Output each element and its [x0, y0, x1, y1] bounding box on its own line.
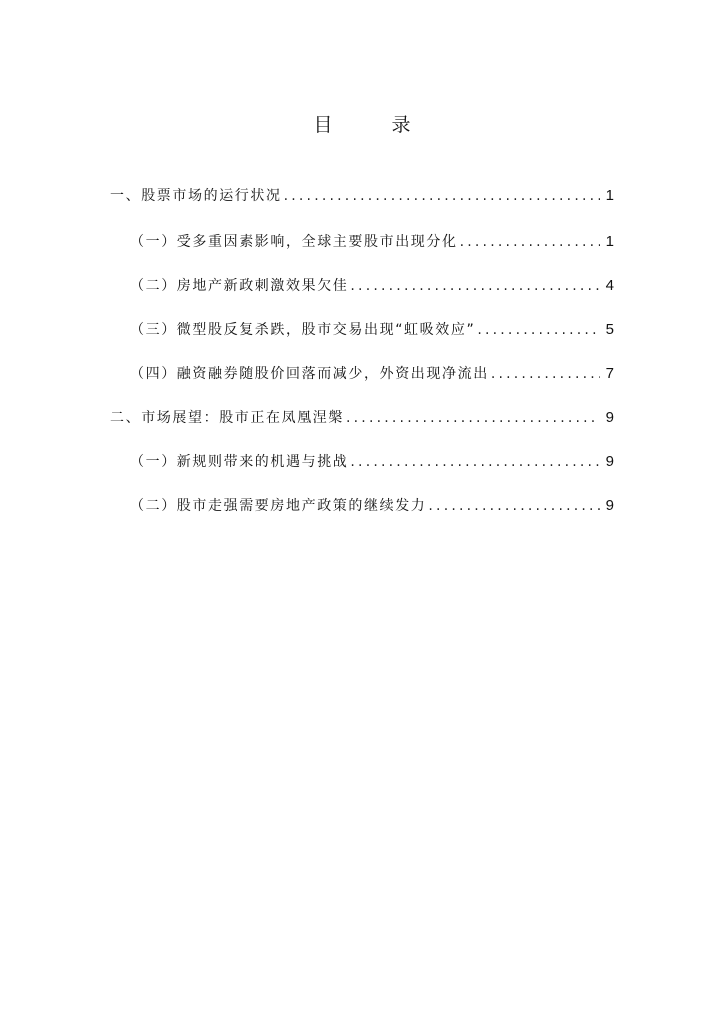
- dot-leader: [284, 185, 600, 207]
- toc-page-number: 1: [605, 233, 614, 250]
- toc-entry[interactable]: [130, 363, 614, 385]
- toc-entry[interactable]: [130, 451, 614, 473]
- page-title: 目 录: [313, 114, 431, 136]
- dot-leader: [346, 407, 600, 429]
- dot-leader: [491, 363, 600, 385]
- toc-entry-text: （四）融资融券随股价回落而减少，外资出现净流出: [130, 366, 489, 382]
- toc-entry[interactable]: [130, 495, 614, 517]
- dot-leader: [460, 231, 600, 253]
- toc-entry-text: （二）股市走强需要房地产政策的继续发力: [130, 498, 427, 514]
- toc-entry-text: （三）微型股反复杀跌，股市交易出现“虹吸效应”: [130, 322, 476, 338]
- dot-leader: [428, 495, 599, 517]
- toc-entry[interactable]: [130, 231, 614, 253]
- toc-page-number: 1: [605, 187, 614, 204]
- toc-page-number: 7: [605, 365, 614, 382]
- toc-entry[interactable]: [110, 185, 614, 207]
- toc-entry[interactable]: [130, 319, 614, 341]
- dot-leader: [350, 451, 599, 473]
- toc-page-number: 9: [605, 409, 614, 426]
- toc-page-number: 5: [605, 321, 614, 338]
- toc-page-number: 9: [605, 453, 614, 470]
- toc-entry-text: （二）房地产新政刺激效果欠佳: [130, 278, 349, 294]
- toc-entry-text: 一、股票市场的运行状况: [110, 188, 282, 204]
- dot-leader: [477, 319, 599, 341]
- dot-leader: [350, 275, 599, 297]
- toc-page-number: 4: [605, 277, 614, 294]
- toc-entry[interactable]: [130, 275, 614, 297]
- toc-entry-text: （一）新规则带来的机遇与挑战: [130, 454, 349, 470]
- toc-entry-text: 二、市场展望：股市正在凤凰涅槃: [110, 410, 344, 426]
- toc-entry[interactable]: [110, 407, 614, 429]
- toc-entry-text: （一）受多重因素影响，全球主要股市出现分化: [130, 234, 458, 250]
- toc-page-number: 9: [605, 497, 614, 514]
